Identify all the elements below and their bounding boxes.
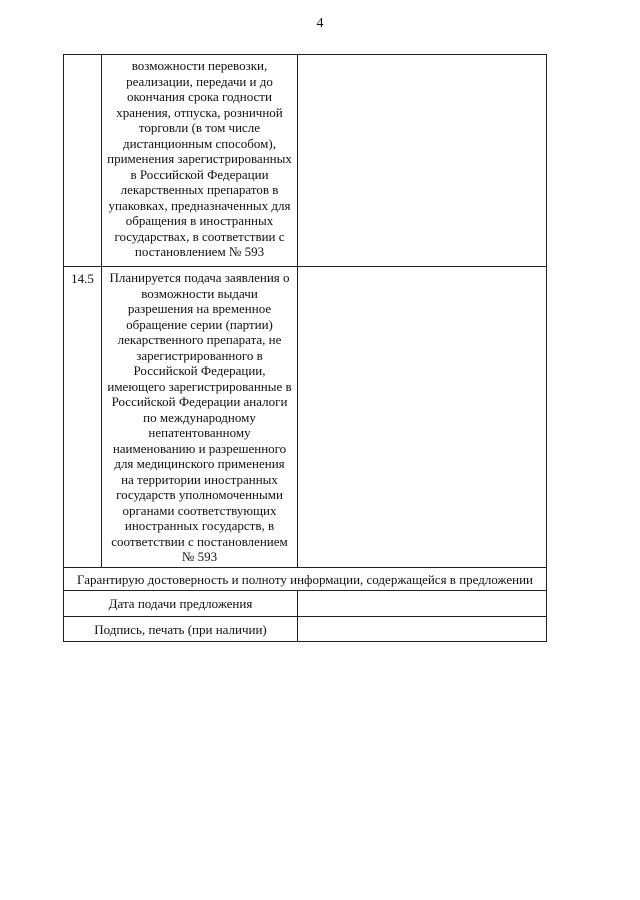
description-line: хранения, отпуска, розничной	[116, 104, 283, 120]
signature-field[interactable]	[298, 616, 547, 642]
description-line: возможности выдачи	[141, 285, 258, 301]
description-line: разрешения на временное	[127, 301, 272, 316]
description-line: наименованию и разрешенного	[112, 440, 287, 456]
description-line: государствах, в соответствии с	[114, 228, 285, 244]
row-number-cell: 14.5	[64, 267, 102, 568]
signature-label: Подпись, печать (при наличии)	[64, 616, 298, 642]
description-line: непатентованному	[148, 425, 251, 440]
description-line: Планируется подача заявления о	[109, 270, 290, 285]
row-number-cell	[64, 55, 102, 267]
description-line: возможности перевозки,	[131, 58, 268, 73]
description-line: окончания срока годности	[127, 89, 272, 104]
description-line: постановлением № 593	[134, 244, 265, 259]
description-line: № 593	[181, 549, 218, 564]
table-row-continuation	[64, 55, 547, 267]
guarantee-statement: Гарантирую достоверность и полноту информации, содержащейся в предложении	[64, 567, 547, 591]
description-line: обращения в иностранных	[125, 213, 274, 228]
description-line: на территории иностранных	[121, 471, 278, 487]
table-row-14-5	[64, 267, 547, 568]
description-line: Российской Федерации аналоги	[111, 394, 288, 409]
description-line: имеющего зарегистрированные в	[107, 378, 292, 394]
description-line: иностранных государств, в	[124, 518, 275, 533]
table-row-guarantee	[64, 567, 547, 591]
description-line: Российской Федерации,	[133, 363, 266, 378]
description-line: обращение серии (партии)	[126, 316, 273, 332]
description-line: органами соответствующих	[122, 502, 277, 518]
description-line: упаковках, предназначенных для	[108, 197, 291, 213]
row-description-cell	[102, 267, 298, 568]
description-line: реализации, передачи и до	[126, 73, 273, 89]
submission-date-field[interactable]	[298, 591, 547, 617]
description-line: по международному	[143, 409, 256, 425]
submission-date-label: Дата подачи предложения	[64, 591, 298, 617]
description-line: применения зарегистрированных	[107, 151, 292, 166]
page-number: 4	[316, 16, 324, 31]
description-line: для медицинского применения	[114, 456, 285, 471]
description-line: дистанционным способом),	[123, 135, 276, 151]
row-description-cell	[102, 55, 298, 267]
table-row-signature	[64, 616, 547, 642]
description-line: торговли (в том числе	[138, 120, 261, 135]
description-line: лекарственных препаратов в	[120, 182, 279, 197]
description-line: зарегистрированного в	[136, 347, 263, 363]
description-line: в Российской Федерации	[130, 166, 269, 182]
proposal-form-table	[63, 54, 547, 642]
description-line: соответствии с постановлением	[111, 533, 288, 549]
description-line: лекарственного препарата, не	[117, 332, 282, 347]
row-value-cell[interactable]	[298, 267, 547, 568]
row-value-cell[interactable]	[298, 55, 547, 267]
table-row-submission-date	[64, 591, 547, 617]
description-line: государств уполномоченными	[116, 487, 283, 502]
